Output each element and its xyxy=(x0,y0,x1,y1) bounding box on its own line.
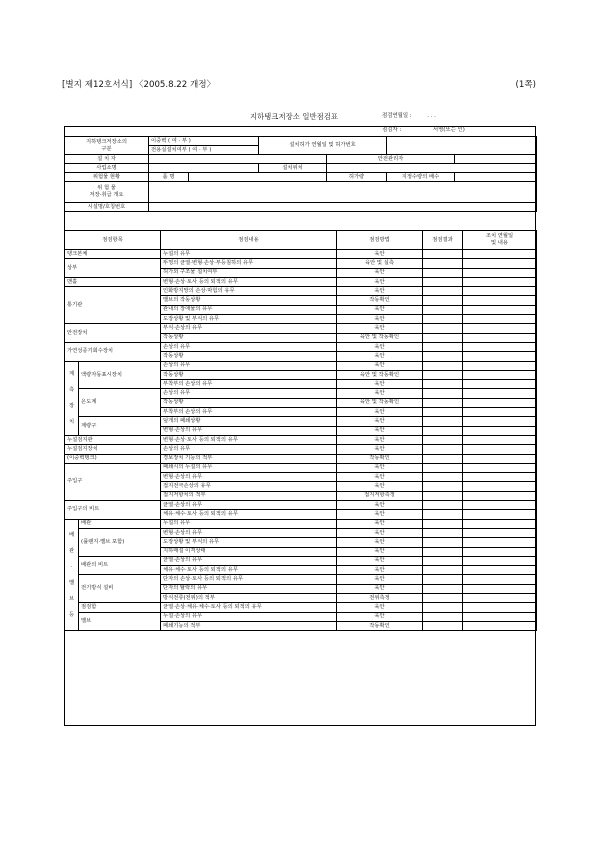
row-result-field[interactable] xyxy=(423,482,463,491)
table-row xyxy=(65,361,537,370)
row-content: 부착부의 손상의 유무 xyxy=(161,380,337,389)
safety-manager-label: 안전관리자 xyxy=(327,155,455,164)
product-value[interactable] xyxy=(189,173,327,182)
row-method: 육안 xyxy=(337,538,423,547)
row-group-label: 안전장치 xyxy=(65,324,161,343)
row-action-field[interactable] xyxy=(463,324,537,333)
row-result-field[interactable] xyxy=(423,501,463,510)
side-label-gauge: 계 측 장 치 xyxy=(65,361,79,435)
business-label: 사업소명 xyxy=(65,164,149,173)
row-method: 육안 xyxy=(337,501,423,510)
row-result-field[interactable] xyxy=(423,352,463,361)
row-content: 변형·손상·토사 등의 퇴적의 유무 xyxy=(161,277,337,286)
row-group-label: 배관 xyxy=(79,519,161,528)
row-result-field[interactable] xyxy=(423,259,463,268)
row-content: 변형·손상의 유무 xyxy=(161,528,337,537)
row-content: 누설의 유무 xyxy=(161,519,337,528)
row-method: 육안 xyxy=(337,435,423,444)
page-label: (1쪽) xyxy=(515,80,536,90)
row-result-field[interactable] xyxy=(423,305,463,314)
row-method: 육안 xyxy=(337,342,423,351)
date-value[interactable]: . . . xyxy=(427,113,436,119)
row-group-label: 탱크본체 xyxy=(65,250,161,259)
row-action-field[interactable] xyxy=(463,528,537,537)
row-result-field[interactable] xyxy=(423,473,463,482)
row-result-field[interactable] xyxy=(423,277,463,286)
table-row xyxy=(65,612,537,621)
row-result-field[interactable] xyxy=(423,296,463,305)
row-action-field[interactable] xyxy=(463,538,537,547)
table-row xyxy=(65,528,537,537)
row-method: 육안 xyxy=(337,287,423,296)
row-result-field[interactable] xyxy=(423,584,463,593)
hazard-label: 위험물 현황 xyxy=(65,173,149,182)
row-content: 접지저항치의 적부 xyxy=(161,491,337,500)
row-content: 균열·손상의 유무 xyxy=(161,556,337,565)
row-method: 육안 xyxy=(337,528,423,537)
row-group-label: 밸브 xyxy=(79,612,161,631)
row-method: 육안 xyxy=(337,408,423,417)
location-value[interactable] xyxy=(327,164,537,173)
col-result: 점검결과 xyxy=(423,231,463,250)
row-action-field[interactable] xyxy=(463,315,537,324)
safety-manager-value[interactable] xyxy=(455,155,537,164)
row-group-label: 가연성증기회수장치 xyxy=(65,342,161,361)
table-row xyxy=(65,417,537,426)
row-result-field[interactable] xyxy=(423,268,463,277)
row-result-field[interactable] xyxy=(423,287,463,296)
col-content: 점검내용 xyxy=(161,231,337,250)
row-group-label: 배관의 비트 xyxy=(79,556,161,575)
row-method: 작동확인 xyxy=(337,454,423,463)
row-content: 폐쇄시의 누설의 유무 xyxy=(161,463,337,472)
table-row xyxy=(65,435,537,444)
row-content: 변형·손상의 유무 xyxy=(161,473,337,482)
row-method: 육안 xyxy=(337,315,423,324)
row-action-field[interactable] xyxy=(463,389,537,398)
row-result-field[interactable] xyxy=(423,538,463,547)
row-method: 육안 및 실측 xyxy=(337,259,423,268)
row-action-field[interactable] xyxy=(463,519,537,528)
row-method: 육안 xyxy=(337,482,423,491)
row-action-field[interactable] xyxy=(463,259,537,268)
permit-qty-label: 허가량 xyxy=(327,173,387,182)
row-method: 육안 xyxy=(337,380,423,389)
row-group-label: 주입구 xyxy=(65,463,161,500)
row-action-field[interactable] xyxy=(463,556,537,565)
row-action-field[interactable] xyxy=(463,612,537,621)
row-content: 허가외 구조물 설치여부 xyxy=(161,268,337,277)
row-action-field[interactable] xyxy=(463,342,537,351)
row-action-field[interactable] xyxy=(463,445,537,454)
row-content: 부식·손상의 유무 xyxy=(161,324,337,333)
row-action-field[interactable] xyxy=(463,250,537,259)
facility-no-value[interactable] xyxy=(149,203,537,212)
row-content: 손상의 유무 xyxy=(161,361,337,370)
row-method: 육안 xyxy=(337,566,423,575)
row-method: 육안 xyxy=(337,510,423,519)
inspection-rows xyxy=(65,250,537,631)
row-content: 인화방지망의 손상·막힘의 유무 xyxy=(161,287,337,296)
row-method: 육안 xyxy=(337,324,423,333)
row-action-field[interactable] xyxy=(463,454,537,463)
form-header xyxy=(62,78,536,90)
row-result-field[interactable] xyxy=(423,575,463,584)
facility-type-label: 지하탱크저장소의 구분 xyxy=(65,137,149,155)
row-content: 경보장치 기능의 적부 xyxy=(161,454,337,463)
table-row xyxy=(65,389,537,398)
row-content: 균열·손상의 유무 xyxy=(161,501,337,510)
row-content: 작동상황 xyxy=(161,398,337,407)
inspector-label: 점검자 : xyxy=(382,127,402,133)
table-row xyxy=(65,575,537,584)
permit-value[interactable] xyxy=(387,137,537,155)
row-content: 폐쇄기능의 적부 xyxy=(161,621,337,630)
table-row xyxy=(65,501,537,510)
row-action-field[interactable] xyxy=(463,593,537,602)
installer-value[interactable] xyxy=(149,155,327,164)
row-method: 육안 xyxy=(337,250,423,259)
row-method: 육안 xyxy=(337,575,423,584)
row-action-field[interactable] xyxy=(463,417,537,426)
single-wall-field[interactable]: 이중벽 ( 여 · 부 ) xyxy=(149,137,259,146)
tank-count-value[interactable] xyxy=(455,173,537,182)
table-row xyxy=(65,277,537,286)
row-method: 육안 xyxy=(337,305,423,314)
row-action-field[interactable] xyxy=(463,435,537,444)
row-content: 도장상황 및 부식의 유무 xyxy=(161,538,337,547)
row-content: 관내의 장애물의 유무 xyxy=(161,305,337,314)
table-row xyxy=(65,603,537,612)
row-result-field[interactable] xyxy=(423,417,463,426)
row-method: 작동확인 xyxy=(337,621,423,630)
row-content: 균열·손상·체유·체수·토사 등의 퇴적의 유무 xyxy=(161,603,337,612)
location-label: 설치위치 xyxy=(259,164,327,173)
row-content: 손상의 유무 xyxy=(161,389,337,398)
leak-detect-field[interactable]: 전용실설치여부 ( 여 · 부 ) xyxy=(149,146,259,155)
row-result-field[interactable] xyxy=(423,324,463,333)
row-result-field[interactable] xyxy=(423,342,463,351)
tank-count-label: 지정수량의 배수 xyxy=(387,173,455,182)
row-method: 육안 xyxy=(337,417,423,426)
row-method: 육안 xyxy=(337,547,423,556)
table-row xyxy=(65,250,537,259)
row-content: 방식전류(전위)의 적부 xyxy=(161,593,337,602)
row-method: 육안 xyxy=(337,473,423,482)
row-result-field[interactable] xyxy=(423,398,463,407)
row-result-field[interactable] xyxy=(423,361,463,370)
row-method: 육안 xyxy=(337,519,423,528)
row-group-label: 계량구 xyxy=(79,417,161,436)
row-action-field[interactable] xyxy=(463,408,537,417)
row-content: 단자의 탈락의 유무 xyxy=(161,584,337,593)
row-method: 작동확인 xyxy=(337,296,423,305)
row-method: 전위측정 xyxy=(337,593,423,602)
row-action-field[interactable] xyxy=(463,510,537,519)
table-row xyxy=(65,519,537,528)
inspection-table xyxy=(64,230,537,631)
row-action-field[interactable] xyxy=(463,501,537,510)
row-content: 덮개의 폐쇄상황 xyxy=(161,417,337,426)
row-method: 육안 및 작동확인 xyxy=(337,333,423,342)
row-action-field[interactable] xyxy=(463,277,537,286)
page-title: 지하탱크저장소 일반점검표 xyxy=(250,112,339,121)
row-action-field[interactable] xyxy=(463,426,537,435)
row-content: 손상의 유무 xyxy=(161,445,337,454)
row-content: 접지전극손상의 유무 xyxy=(161,482,337,491)
row-group-label: (이중벽탱크) xyxy=(65,454,161,463)
row-result-field[interactable] xyxy=(423,380,463,389)
row-result-field[interactable] xyxy=(423,389,463,398)
row-result-field[interactable] xyxy=(423,510,463,519)
table-row xyxy=(65,342,537,351)
row-result-field[interactable] xyxy=(423,315,463,324)
row-result-field[interactable] xyxy=(423,408,463,417)
table-row xyxy=(65,463,537,472)
row-method: 육안 xyxy=(337,603,423,612)
col-action: 조치 연월일 및 내용 xyxy=(463,231,537,250)
row-action-field[interactable] xyxy=(463,473,537,482)
table-row xyxy=(65,556,537,565)
row-result-field[interactable] xyxy=(423,593,463,602)
row-result-field[interactable] xyxy=(423,547,463,556)
row-method: 접지저항측정 xyxy=(337,491,423,500)
overview-label: 위 험 물 저장·취급 개요 xyxy=(65,182,149,203)
table-row xyxy=(65,454,537,463)
row-result-field[interactable] xyxy=(423,603,463,612)
row-group-label: 맨홀 xyxy=(65,277,161,286)
row-group-label: 누설검지관 xyxy=(65,435,161,444)
row-group-label: 액량자동표시장치 xyxy=(79,361,161,389)
row-group-label: 온도계 xyxy=(79,389,161,417)
col-item: 점검항목 xyxy=(65,231,161,250)
row-action-field[interactable] xyxy=(463,566,537,575)
row-result-field[interactable] xyxy=(423,333,463,342)
row-result-field[interactable] xyxy=(423,621,463,630)
row-content: 작동상황 xyxy=(161,370,337,379)
row-result-field[interactable] xyxy=(423,556,463,565)
row-action-field[interactable] xyxy=(463,370,537,379)
row-action-field[interactable] xyxy=(463,463,537,472)
row-group-label: (플랜지·밸브 포함) xyxy=(79,528,161,556)
row-action-field[interactable] xyxy=(463,361,537,370)
row-result-field[interactable] xyxy=(423,491,463,500)
row-result-field[interactable] xyxy=(423,370,463,379)
row-action-field[interactable] xyxy=(463,482,537,491)
row-result-field[interactable] xyxy=(423,426,463,435)
row-group-label: 통기관 xyxy=(65,287,161,324)
row-method: 육안 xyxy=(337,352,423,361)
date-label: 점검연월일 : xyxy=(382,113,412,119)
permit-label: 설치허가 연월일 및 허가번호 xyxy=(259,137,387,155)
row-action-field[interactable] xyxy=(463,603,537,612)
row-result-field[interactable] xyxy=(423,463,463,472)
row-method: 육안 xyxy=(337,389,423,398)
row-content: 체유·체수·토사 등의 퇴적의 유무 xyxy=(161,510,337,519)
row-action-field[interactable] xyxy=(463,352,537,361)
row-action-field[interactable] xyxy=(463,575,537,584)
row-result-field[interactable] xyxy=(423,566,463,575)
row-method: 육안 xyxy=(337,463,423,472)
col-method: 점검방법 xyxy=(337,231,423,250)
row-method: 육안 xyxy=(337,556,423,565)
facility-no-label: 시설명/호칭번호 xyxy=(65,203,149,212)
row-content: 변형·손상·토사 등의 퇴적의 유무 xyxy=(161,435,337,444)
side-label-pipe: 배 관 · 밸 브 등 xyxy=(65,519,79,631)
row-result-field[interactable] xyxy=(423,519,463,528)
row-group-label: 전기방식 설비 xyxy=(79,575,161,603)
overview-value[interactable] xyxy=(149,182,537,203)
row-method: 육안 xyxy=(337,268,423,277)
row-method: 육안 xyxy=(337,584,423,593)
row-group-label: 주입구의 비트 xyxy=(65,501,161,520)
row-content: 밸브의 작동상황 xyxy=(161,296,337,305)
row-group-label: 누설검지장치 xyxy=(65,445,161,454)
row-content: 체유·체수·토사 등의 퇴적의 유무 xyxy=(161,566,337,575)
row-action-field[interactable] xyxy=(463,491,537,500)
row-method: 육안 xyxy=(337,445,423,454)
row-method: 육안 xyxy=(337,277,423,286)
row-group-label: 점검함 xyxy=(79,603,161,612)
row-method: 육안 xyxy=(337,426,423,435)
form-label: [별지 제12호서식] 〈2005.8.22 개정〉 xyxy=(62,80,216,90)
row-content: 지하매설 이격상태 xyxy=(161,547,337,556)
row-action-field[interactable] xyxy=(463,584,537,593)
row-action-field[interactable] xyxy=(463,268,537,277)
row-result-field[interactable] xyxy=(423,612,463,621)
row-result-field[interactable] xyxy=(423,435,463,444)
row-content: 손상의 유무 xyxy=(161,342,337,351)
row-content: 변형·손상의 유무 xyxy=(161,426,337,435)
row-result-field[interactable] xyxy=(423,445,463,454)
row-content: 단자의 손상·토사 등의 퇴적의 유무 xyxy=(161,575,337,584)
facility-info-table xyxy=(64,136,537,212)
row-method: 육안 xyxy=(337,361,423,370)
row-action-field[interactable] xyxy=(463,296,537,305)
row-content: 누설·손상의 유무 xyxy=(161,612,337,621)
table-row xyxy=(65,287,537,296)
row-method: 육안 xyxy=(337,612,423,621)
row-method: 육안 및 작동확인 xyxy=(337,398,423,407)
row-action-field[interactable] xyxy=(463,398,537,407)
row-content: 뚜껑의 균열·변형·손상·부등침하의 유무 xyxy=(161,259,337,268)
row-group-label: 상부 xyxy=(65,259,161,278)
row-method: 육안 및 작동확인 xyxy=(337,370,423,379)
row-action-field[interactable] xyxy=(463,621,537,630)
row-action-field[interactable] xyxy=(463,333,537,342)
row-action-field[interactable] xyxy=(463,305,537,314)
row-content: 작동상황 xyxy=(161,333,337,342)
table-row xyxy=(65,445,537,454)
row-action-field[interactable] xyxy=(463,380,537,389)
row-result-field[interactable] xyxy=(423,528,463,537)
row-content: 누설의 유무 xyxy=(161,250,337,259)
row-action-field[interactable] xyxy=(463,547,537,556)
table-row xyxy=(65,259,537,268)
sign-label[interactable]: 서명(또는 인) xyxy=(432,127,465,133)
business-value[interactable] xyxy=(149,164,259,173)
row-content: 부착부의 손상의 유무 xyxy=(161,408,337,417)
installer-label: 설 치 자 xyxy=(65,155,149,164)
table-row xyxy=(65,324,537,333)
row-content: 도장상황 및 부식의 유무 xyxy=(161,315,337,324)
product-label: 품 명 xyxy=(149,173,189,182)
row-content: 작동상황 xyxy=(161,352,337,361)
row-result-field[interactable] xyxy=(423,454,463,463)
row-action-field[interactable] xyxy=(463,287,537,296)
row-result-field[interactable] xyxy=(423,250,463,259)
inspection-block xyxy=(382,109,465,137)
